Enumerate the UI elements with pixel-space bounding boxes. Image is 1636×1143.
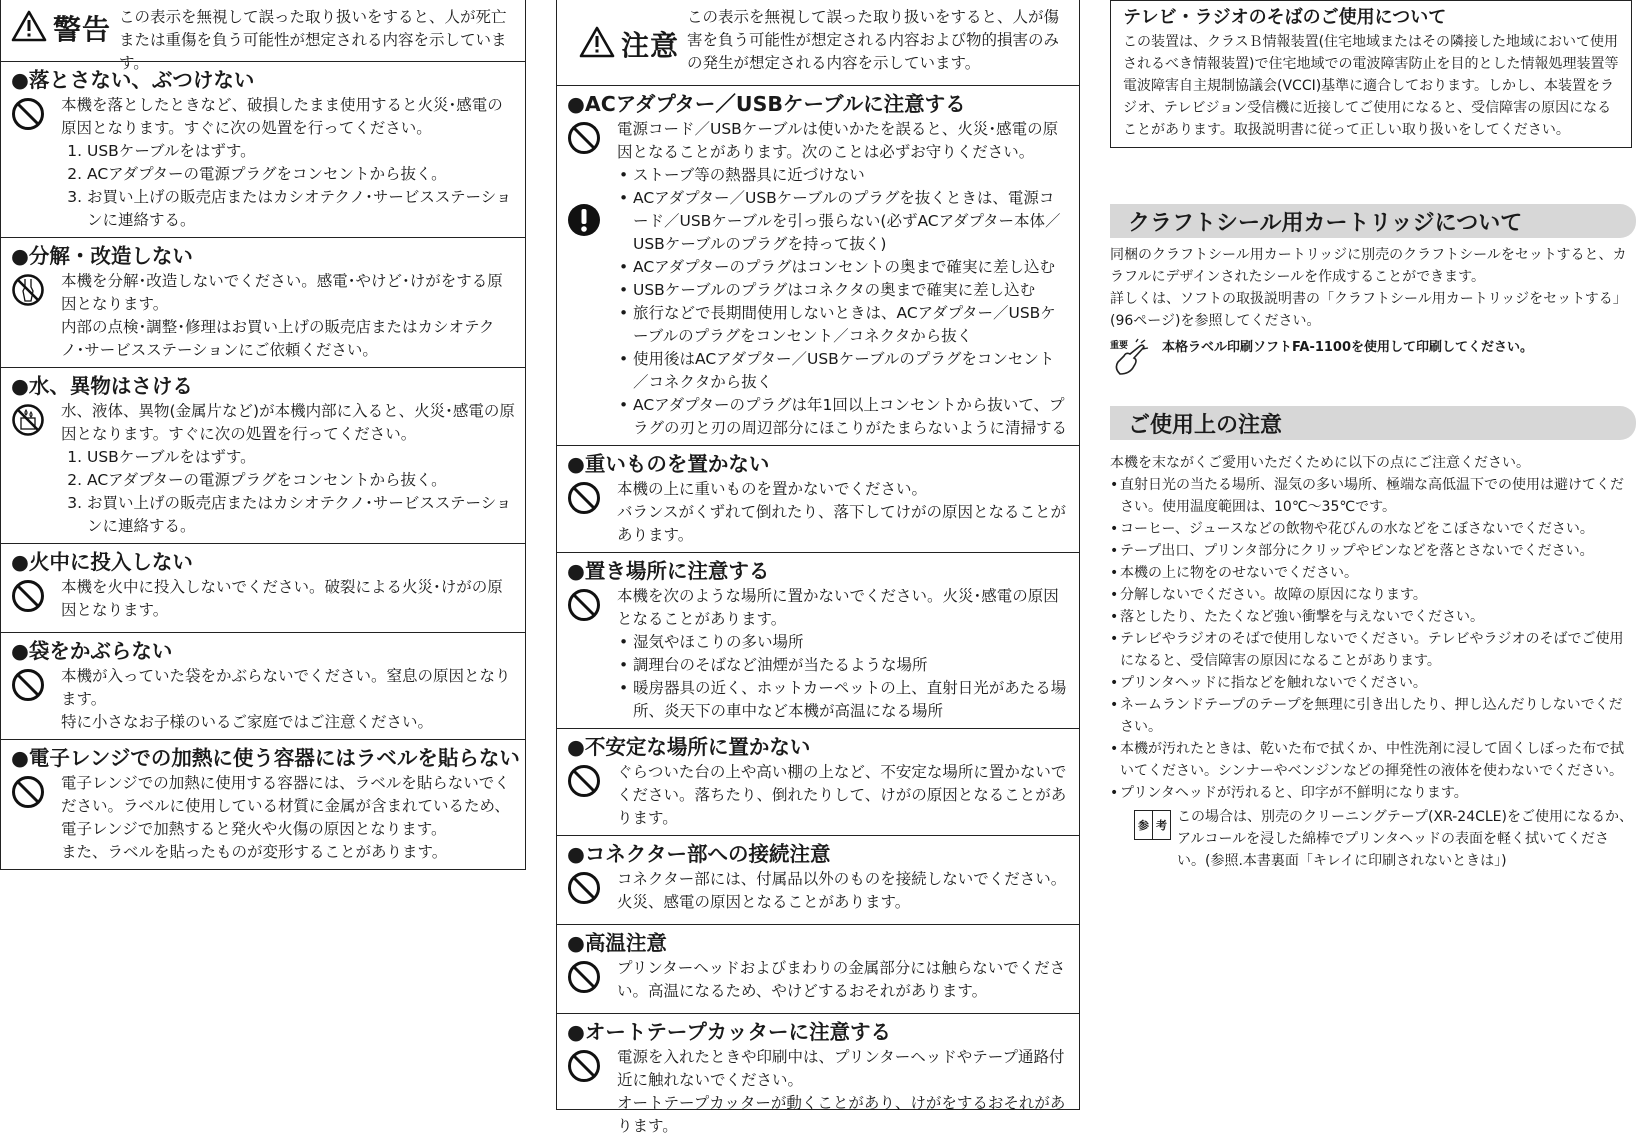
prohibition-icon [567, 764, 601, 812]
caution-section [557, 925, 1079, 1014]
caution-section-title: ●コネクター部への接続注意 [567, 842, 831, 866]
caution-section-title: ●置き場所に注意する [567, 559, 770, 583]
warning-section-title: ●電子レンジでの加熱に使う容器にはラベルを貼らない [11, 746, 520, 770]
caution-section-title: ●不安定な場所に置かない [567, 735, 811, 759]
craft-paragraph-2: 詳しくは、ソフトの取扱説明書の「クラフトシール用カートリッジをセットする」(96ページ)を参照してください。 [1110, 291, 1627, 329]
caution-bullet-list [617, 631, 1069, 723]
tv-notice-title: テレビ・ラジオのそばのご使用について [1123, 7, 1447, 28]
caution-section-paragraph: 本機の上に重いものを置かないでください。 [617, 480, 928, 498]
caution-section-paragraph: 電源コード／USBケーブルは使いかたを誤ると、火災･感電の原因となることがあります。次のことは必ずお守りください。 [617, 120, 1059, 161]
warning-column [0, 0, 526, 870]
warning-section [1, 544, 525, 633]
warning-section [1, 238, 525, 368]
caution-section [557, 446, 1079, 553]
tv-radio-notice [1110, 0, 1632, 148]
warning-section-title: ●袋をかぶらない [11, 639, 173, 663]
warning-triangle-icon [11, 10, 47, 46]
no-water-icon [11, 403, 45, 451]
usage-item: • 分解しないでください。故障の原因になります。 [1110, 584, 1636, 606]
prohibition-icon [567, 481, 601, 529]
caution-section-title: ●ACアダプター／USBケーブルに注意する [567, 92, 966, 116]
warning-section-paragraph: 本機を火中に投入しないでください。破裂による火災･けがの原因となります。 [61, 578, 503, 619]
warning-step: 3. お買い上げの販売店またはカシオテクノ･サービスステーションに連絡する。 [87, 492, 515, 538]
warning-section [1, 633, 525, 740]
important-label: 重要 [1110, 341, 1129, 351]
mandatory-icon [567, 203, 601, 251]
prohibition-icon [567, 121, 601, 169]
caution-section-paragraph: コネクター部には、付属品以外のものを接続しないでください。火災、感電の原因となることがあります。 [617, 870, 1067, 911]
prohibition-icon [11, 775, 45, 823]
warning-section-title: ●火中に投入しない [11, 550, 193, 574]
caution-bullet: • ACアダプターのプラグはコンセントの奥まで確実に差し込む [633, 256, 1069, 279]
usage-item: • 本機の上に物をのせないでください。 [1110, 562, 1636, 584]
caution-intro: この表示を無視して誤った取り扱いをすると、人が傷害を負う可能性が想定される内容および物的損害のみの発生が想定される内容を示しています。 [687, 8, 1060, 72]
reference-label-2: 考 [1156, 819, 1167, 832]
caution-bullet: • ストーブ等の熱器具に近づけない [633, 164, 1069, 187]
caution-bullet: • 調理台のそばなど油煙が当たるような場所 [633, 654, 1069, 677]
prohibition-icon [567, 588, 601, 636]
caution-bullet: • 使用後はACアダプター／USBケーブルのプラグをコンセント／コネクタから抜く [633, 348, 1069, 394]
caution-bullet: • 旅行などで長期間使用しないときは、ACアダプター／USBケーブルのプラグをコンセント／コネクタから抜く [633, 302, 1069, 348]
caution-section [557, 1014, 1079, 1143]
caution-triangle-icon [579, 26, 615, 62]
usage-intro: 本機を末ながくご愛用いただくために以下の点にご注意ください。 [1110, 455, 1530, 471]
info-column [1110, 0, 1636, 872]
warning-steps-list [61, 140, 515, 232]
warning-word: 警告 [53, 13, 112, 46]
caution-section [557, 553, 1079, 729]
warning-section-title: ●水、異物はさける [11, 374, 193, 398]
usage-item: • 本機が汚れたときは、乾いた布で拭くか、中性洗剤に浸して固くしぼった布で拭いてください。シンナーやベンジンなどの揮発性の液体を使わないでください。 [1110, 738, 1636, 782]
warning-section-paragraph: 内部の点検･調整･修理はお買い上げの販売店またはカシオテクノ･サービスステーションにご依頼ください。 [61, 318, 495, 359]
prohibition-icon [567, 871, 601, 919]
warning-section [1, 62, 525, 238]
usage-item: • 落としたり、たたくなど強い衝撃を与えないでください。 [1110, 606, 1636, 628]
usage-item: • ネームランドテープのテープを無理に引き出したり、押し込んだりしないでください。 [1110, 694, 1636, 738]
caution-column [556, 0, 1080, 1135]
warning-header [1, 0, 525, 72]
caution-section-title: ●重いものを置かない [567, 452, 770, 476]
warning-steps-list [61, 446, 515, 538]
warning-section-paragraph: 本機を落としたときなど、破損したまま使用すると火災･感電の原因となります。すぐに次の処置を行ってください。 [61, 96, 503, 137]
usage-item: • コーヒー、ジュースなどの飲物や花びんの水などをこぼさないでください。 [1110, 518, 1636, 540]
prohibition-icon [11, 579, 45, 627]
caution-section-paragraph: バランスがくずれて倒れたり、落下してけがの原因となることがあります。 [617, 503, 1067, 544]
caution-section [557, 836, 1079, 925]
important-hand-icon [1110, 338, 1150, 378]
craft-paragraph-1: 同梱のクラフトシール用カートリッジに別売のクラフトシールをセットすると、カラフルにデザインされたシールを作成することができます。 [1110, 247, 1627, 285]
caution-section-title: ●高温注意 [567, 931, 667, 955]
prohibition-icon [567, 960, 601, 1008]
craft-important-note [1110, 338, 1636, 378]
warning-intro: この表示を無視して誤った取り扱いをすると、人が死亡または重傷を負う可能性が想定される内容を示しています。 [119, 8, 507, 72]
caution-bullet-list [617, 164, 1069, 440]
reference-text: この場合は、別売のクリーニングテープ(XR-24CLE)をご使用になるか、アルコールを浸した綿棒でプリンタヘッドの表面を軽く拭いてください。(参照.本書裏面「キレイに印刷されないときは」) [1177, 809, 1633, 869]
caution-word: 注意 [621, 29, 680, 62]
prohibition-icon [567, 1049, 601, 1097]
caution-section-paragraph: プリンターヘッドおよびまわりの金属部分には触らないでください。高温になるため、やけどするおそれがあります。 [617, 959, 1066, 1000]
caution-section [557, 86, 1079, 446]
caution-bullet: • ACアダプターのプラグは年1回以上コンセントから抜いて、プラグの刃と刃の周辺部分にほこりがたまらないように清掃する [633, 394, 1069, 440]
usage-item: • テープ出口、プリンタ部分にクリップやピンなどを落とさないでください。 [1110, 540, 1636, 562]
important-text: 本格ラベル印刷ソフトFA-1100を使用して印刷してください。 [1162, 340, 1534, 355]
warning-step: 1. USBケーブルをはずす。 [87, 446, 515, 469]
warning-section-paragraph: 本機を分解･改造しないでください。感電･やけど･けがをする原因となります。 [61, 272, 503, 313]
usage-item: • プリンタヘッドに指などを触れないでください。 [1110, 672, 1636, 694]
warning-step: 1. USBケーブルをはずす。 [87, 140, 515, 163]
warning-section-paragraph: 特に小さなお子様のいるご家庭ではご注意ください。 [61, 713, 434, 731]
usage-item: • 直射日光の当たる場所、湿気の多い場所、極端な高低温下での使用は避けてください。使用温度範囲は、10℃～35℃です。 [1110, 474, 1636, 518]
caution-bullet: • 暖房器具の近く、ホットカーペットの上、直射日光があたる場所、炎天下の車中など本機が高温になる場所 [633, 677, 1069, 723]
reference-label-1: 参 [1135, 811, 1153, 839]
caution-section-paragraph: 本機を次のような場所に置かないでください。火災･感電の原因となることがあります。 [617, 587, 1059, 628]
no-disassembly-icon [11, 273, 45, 321]
usage-section-title: ご使用上の注意 [1110, 406, 1636, 440]
warning-section-paragraph: 水、液体、異物(金属片など)が本機内部に入ると、火災･感電の原因となります。すぐに次の処置を行ってください。 [61, 402, 515, 443]
prohibition-icon [11, 97, 45, 145]
caution-bullet: • ACアダプター／USBケーブルのプラグを抜くときは、電源コード／USBケーブルを引っ張らない(必ずACアダプター本体／USBケーブルのプラグを持って抜く) [633, 187, 1069, 256]
usage-reference-note [1110, 806, 1636, 872]
caution-bullet: • 湿気やほこりの多い場所 [633, 631, 1069, 654]
tv-notice-text: この装置は、クラスＢ情報装置(住宅地域またはその隣接した地域において使用されるべき情報装置)で住宅地域での電波障害防止を目的とした情報処理装置等電波障害自主規制協議会(VCCI)基準に適合しております。しかし、本装置をラジオ、テレビジョン受信機に近接してご使用になると、受信障害の原因になることがあります。取扱説明書に従って正しい取り扱いをしてください。 [1123, 34, 1619, 138]
warning-step: 2. ACアダプターの電源プラグをコンセントから抜く。 [87, 163, 515, 186]
warning-section [1, 368, 525, 544]
warning-section-paragraph: 本機が入っていた袋をかぶらないでください。窒息の原因となります。 [61, 667, 511, 708]
warning-section-paragraph: また、ラベルを貼ったものが変形することがあります。 [61, 843, 448, 861]
reference-icon [1134, 810, 1171, 840]
caution-section-title: ●オートテープカッターに注意する [567, 1020, 891, 1044]
warning-step: 3. お買い上げの販売店またはカシオテクノ･サービスステーションに連絡する。 [87, 186, 515, 232]
warning-step: 2. ACアダプターの電源プラグをコンセントから抜く。 [87, 469, 515, 492]
warning-section-title: ●落とさない、ぶつけない [11, 68, 255, 92]
caution-section-paragraph: ぐらついた台の上や高い棚の上など、不安定な場所に置かないでください。落ちたり、倒れたりして、けがの原因となることがあります。 [617, 763, 1067, 827]
caution-section-paragraph: 電源を入れたときや印刷中は、プリンターヘッドやテープ通路付近に触れないでください。 [617, 1048, 1065, 1089]
warning-section-title: ●分解・改造しない [11, 244, 193, 268]
caution-section [557, 729, 1079, 836]
warning-section [1, 740, 525, 869]
craft-section-title: クラフトシール用カートリッジについて [1110, 204, 1636, 238]
prohibition-icon [11, 668, 45, 716]
usage-item: • テレビやラジオのそばで使用しないでください。テレビやラジオのそばでご使用になると、受信障害の原因になることがあります。 [1110, 628, 1636, 672]
usage-item: • プリンタヘッドが汚れると、印字が不鮮明になります。 [1110, 782, 1636, 804]
warning-section-paragraph: 電子レンジでの加熱に使用する容器には、ラベルを貼らないでください。ラベルに使用している材質に金属が含まれているため、電子レンジで加熱すると発火や火傷の原因となります。 [61, 774, 510, 838]
usage-list [1110, 474, 1636, 804]
caution-bullet: • USBケーブルのプラグはコネクタの奥まで確実に差し込む [633, 279, 1069, 302]
caution-header [557, 0, 1079, 86]
caution-section-paragraph: オートテープカッターが動くことがあり、けがをするおそれがあります。 [617, 1094, 1066, 1135]
